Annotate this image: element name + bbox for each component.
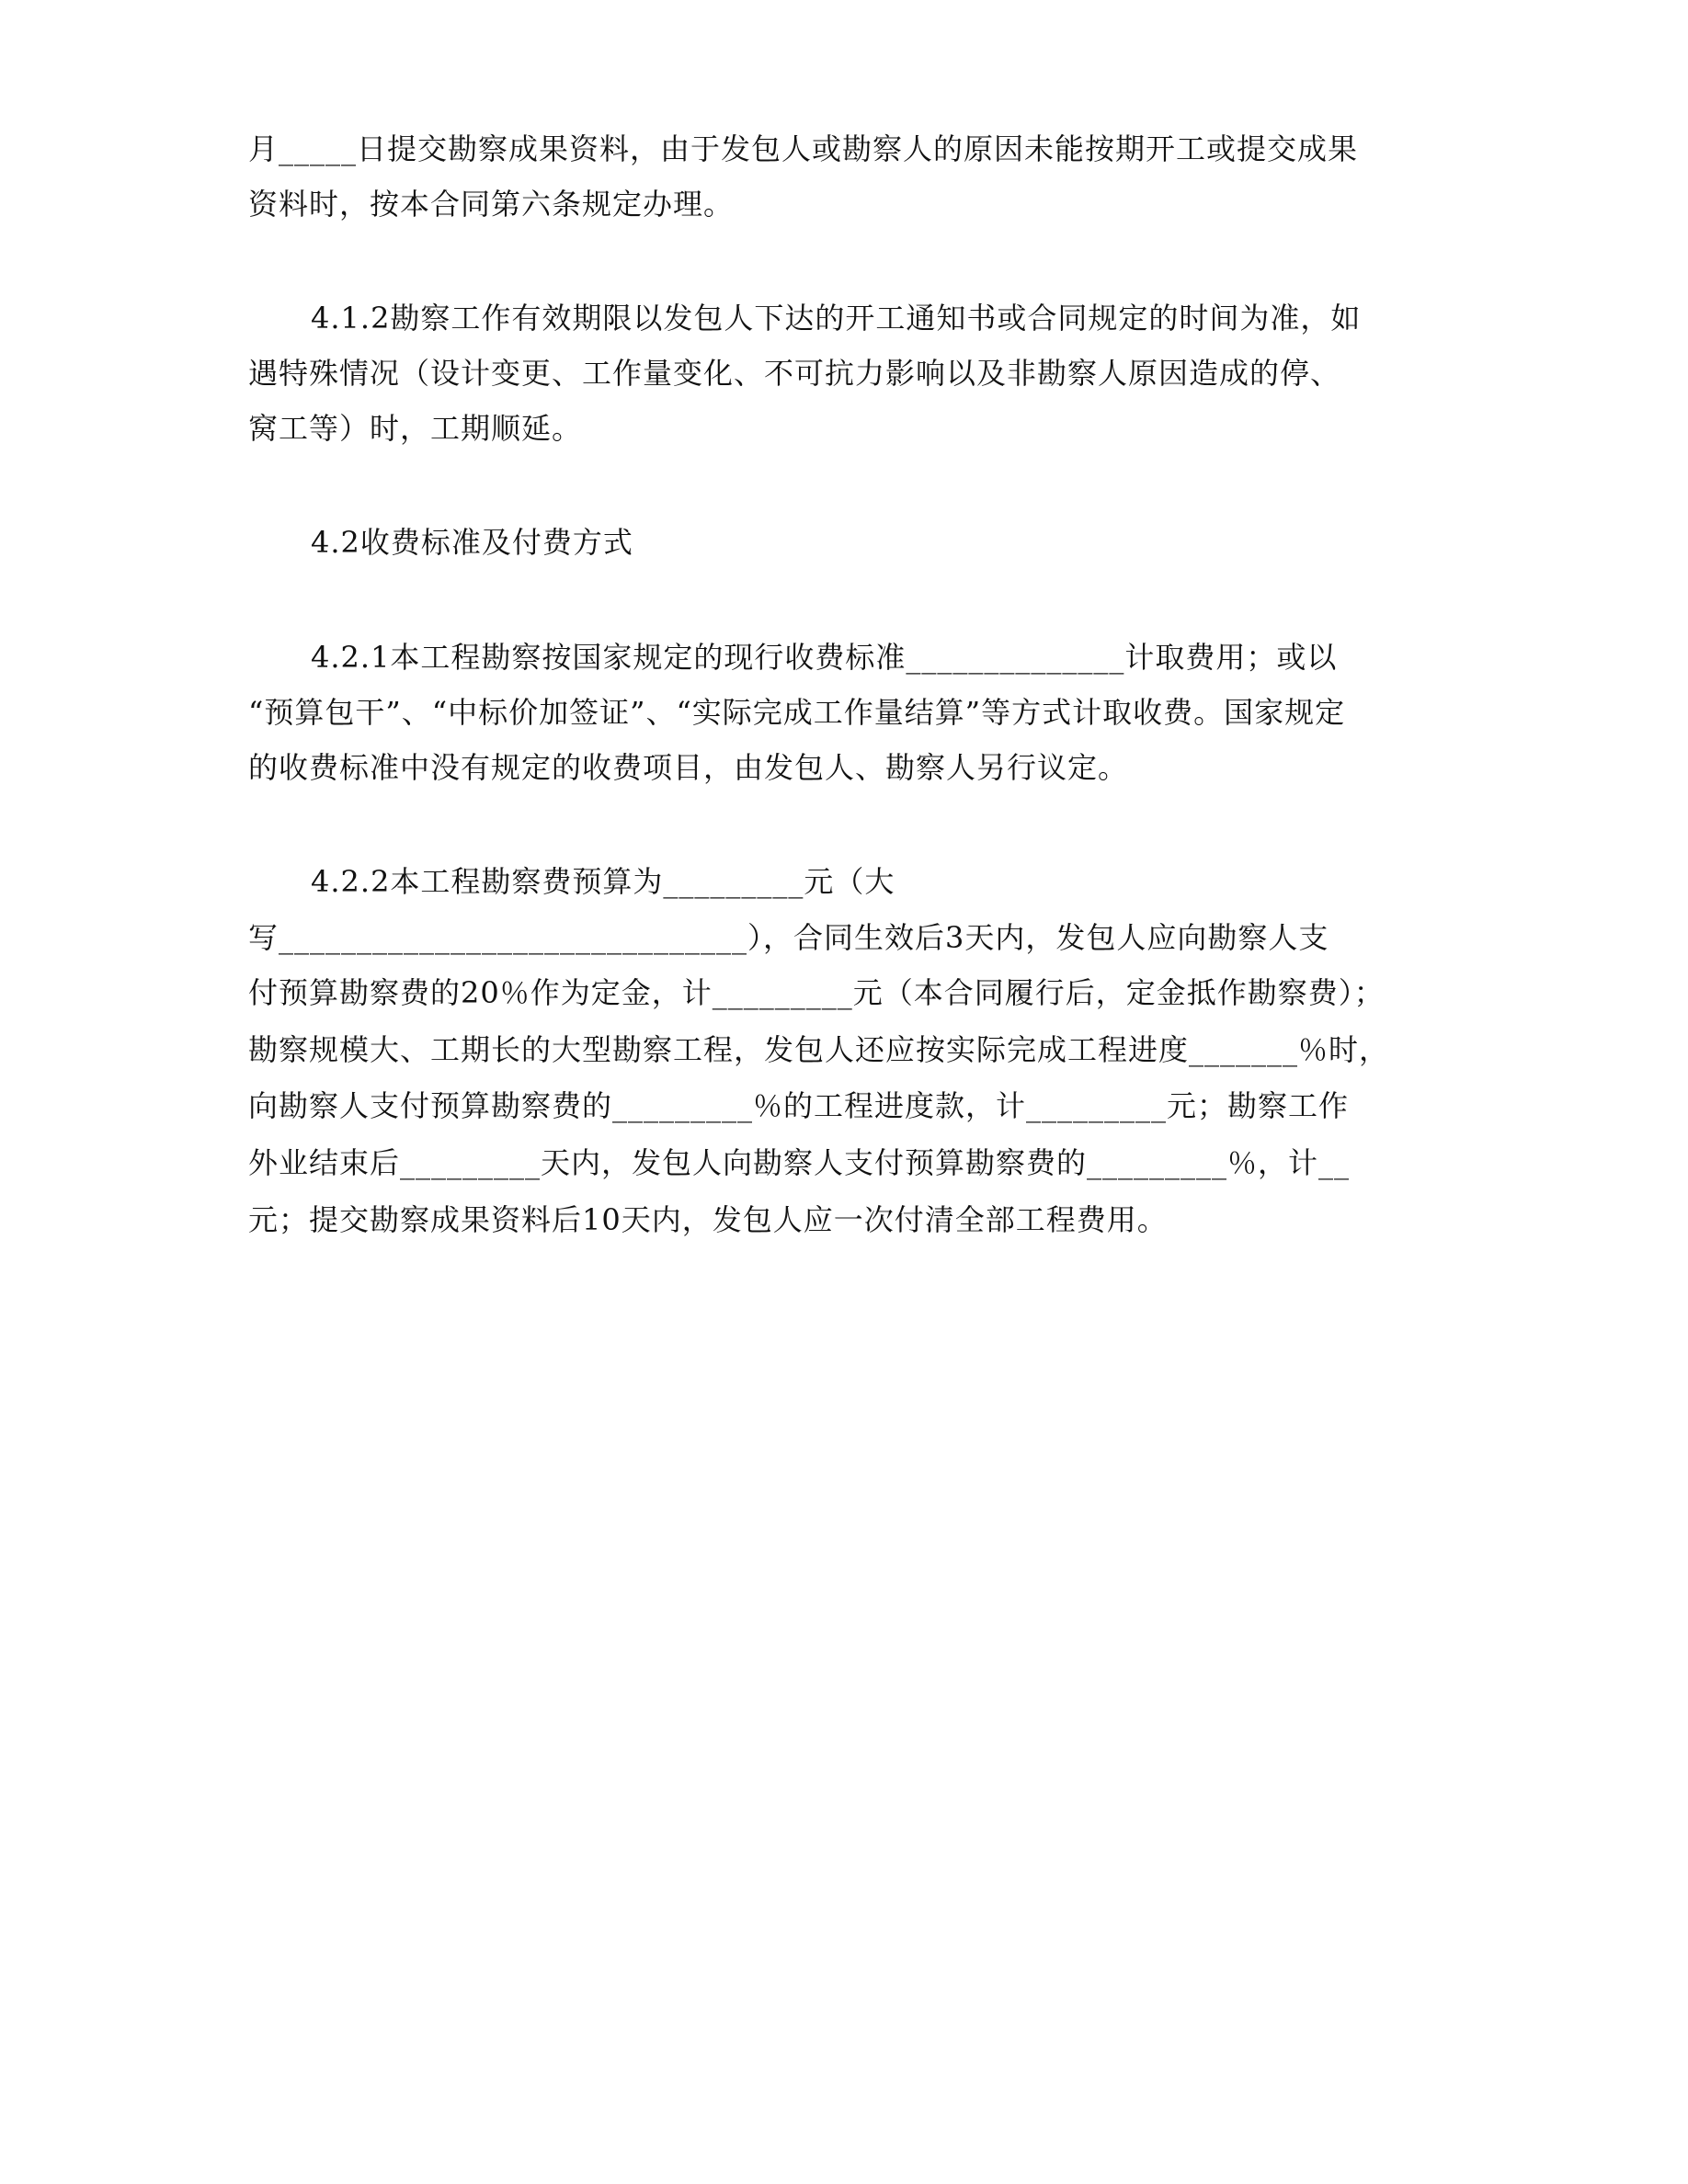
body-text-line: 的收费标准中没有规定的收费项目，由发包人、勘察人另行议定。	[248, 750, 1129, 785]
body-text-line: 月_____日提交勘察成果资料，由于发包人或勘察人的原因未能按期开工或提交成果	[248, 131, 1359, 166]
body-text-line: 元；提交勘察成果资料后10天内，发包人应一次付清全部工程费用。	[248, 1202, 1168, 1237]
body-text-line: 遇特殊情况（设计变更、工作量变化、不可抗力影响以及非勘察人原因造成的停、	[248, 356, 1341, 391]
body-text-line: 窝工等）时，工期顺延。	[248, 411, 583, 446]
body-text-line: 外业结束后_________天内，发包人向勘察人支付预算勘察费的_________％，计__	[248, 1145, 1351, 1180]
clause-4-2-2-line: 4.2.2本工程勘察费预算为_________元（大	[311, 864, 895, 899]
clause-4-2-1-line: 4.2.1本工程勘察按国家规定的现行收费标准______________计取费用；或以	[311, 640, 1338, 675]
body-text-line: “预算包干”、“中标价加签证”、“实际完成工作量结算”等方式计取收费。国家规定	[248, 695, 1346, 730]
body-text-line: 写______________________________），合同生效后3天内，发包人应向勘察人支	[248, 920, 1329, 955]
body-text-line: 付预算勘察费的20％作为定金，计_________元（本合同履行后，定金抵作勘察费）；	[248, 975, 1385, 1010]
body-text-line: 资料时，按本合同第六条规定办理。	[248, 187, 735, 222]
clause-4-1-2-line: 4.1.2勘察工作有效期限以发包人下达的开工通知书或合同规定的时间为准，如	[311, 301, 1362, 336]
section-heading-4-2: 4.2收费标准及付费方式	[311, 525, 633, 560]
body-text-line: 向勘察人支付预算勘察费的_________％的工程进度款，计_________元；勘察工作	[248, 1088, 1350, 1123]
body-text-line: 勘察规模大、工期长的大型勘察工程，发包人还应按实际完成工程进度_______％时，	[248, 1032, 1390, 1067]
